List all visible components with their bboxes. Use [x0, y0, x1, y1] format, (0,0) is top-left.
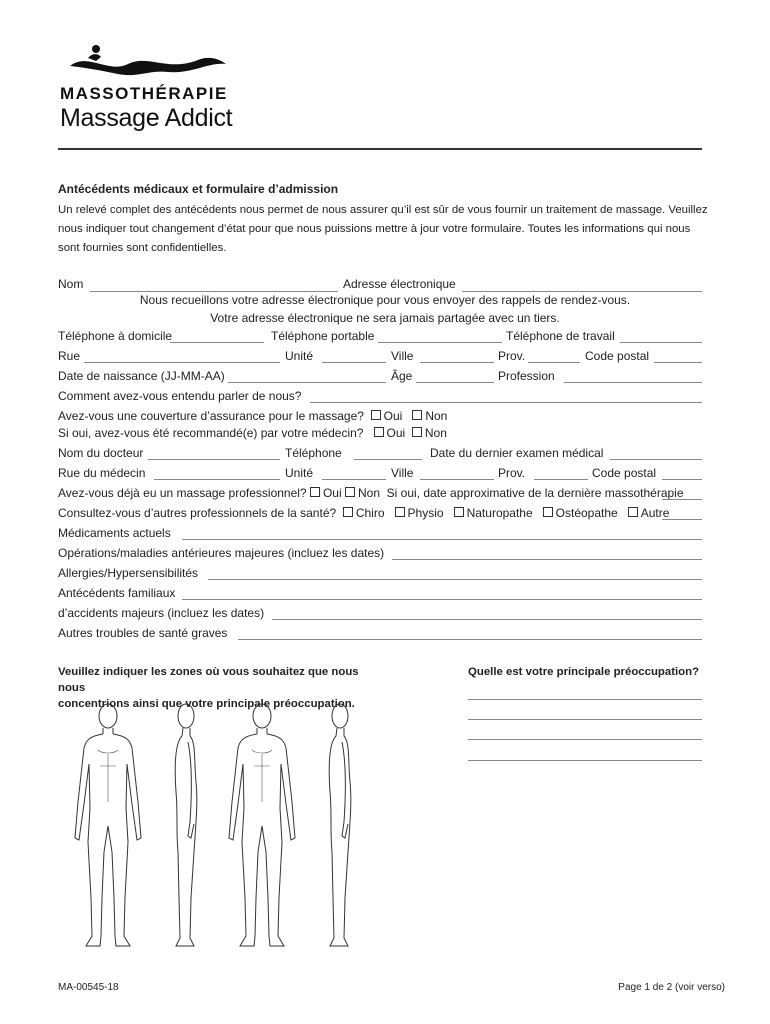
label-chiro: Chiro	[355, 506, 385, 520]
label-recommande: Si oui, avez-vous été recommandé(e) par votre médecin?	[58, 426, 364, 440]
label-examen: Date du dernier examen médical	[430, 446, 604, 460]
consultez-row	[58, 506, 669, 520]
label-profession: Profession	[498, 369, 555, 383]
field-profession[interactable]	[564, 382, 702, 383]
label-familiaux: Antécédents familiaux	[58, 586, 176, 600]
field-unite[interactable]	[322, 362, 386, 363]
field-nom[interactable]	[90, 291, 338, 292]
label-ville-medecin: Ville	[391, 466, 414, 480]
field-tel-domicile[interactable]	[170, 342, 264, 343]
field-operations[interactable]	[392, 559, 702, 560]
label-assurance: Avez-vous une couverture d’assurance pour le massage?	[58, 409, 364, 423]
field-ville[interactable]	[420, 362, 494, 363]
field-prov[interactable]	[528, 362, 580, 363]
field-tel-portable[interactable]	[378, 342, 502, 343]
label-telephone: Téléphone	[285, 446, 342, 460]
field-adresse[interactable]	[462, 291, 702, 292]
label-prov: Prov.	[498, 349, 526, 363]
concern-line-3[interactable]	[468, 739, 702, 740]
label-physio: Physio	[407, 506, 444, 520]
field-si-oui-date[interactable]	[662, 499, 702, 500]
label-nom: Nom	[58, 277, 84, 291]
label-tel-travail: Téléphone de travail	[506, 329, 615, 343]
checkbox-physio[interactable]	[395, 507, 405, 517]
label-age: Âge	[391, 369, 413, 383]
label-code-postal-medecin: Code postal	[592, 466, 657, 480]
header-rule	[58, 148, 702, 150]
field-rue[interactable]	[84, 362, 280, 363]
assurance-row	[58, 409, 447, 423]
field-examen[interactable]	[610, 459, 702, 460]
body-diagram[interactable]	[58, 700, 388, 950]
checkbox-recommande-oui[interactable]	[374, 427, 384, 437]
checkbox-massage-oui[interactable]	[310, 487, 320, 497]
checkbox-autre[interactable]	[628, 507, 638, 517]
field-allergies[interactable]	[208, 579, 702, 580]
concern-line-1[interactable]	[468, 699, 702, 700]
form-title: Antécédents médicaux et formulaire d’admission	[58, 182, 339, 196]
label-prov-medecin: Prov.	[498, 466, 526, 480]
concern-line-4[interactable]	[468, 760, 702, 761]
field-entendu[interactable]	[310, 402, 702, 403]
logo	[58, 44, 238, 134]
checkbox-recommande-non[interactable]	[412, 427, 422, 437]
field-accidents[interactable]	[272, 619, 702, 620]
field-age[interactable]	[416, 382, 494, 383]
email-note-1: Nous recueillons votre adresse électronique pour vous envoyer des rappels de rendez-vous.	[139, 293, 631, 307]
label-docteur: Nom du docteur	[58, 446, 144, 460]
logo-line2: Massage Addict	[60, 104, 233, 132]
field-telephone[interactable]	[354, 459, 422, 460]
field-docteur[interactable]	[148, 459, 280, 460]
logo-line1: MASSOTHÉRAPIE	[60, 84, 228, 103]
label-naturopathe: Naturopathe	[466, 506, 533, 520]
field-ville-medecin[interactable]	[420, 479, 494, 480]
label-code-postal: Code postal	[585, 349, 650, 363]
field-code-postal-medecin[interactable]	[662, 479, 702, 480]
label-entendu: Comment avez-vous entendu parler de nous?	[58, 389, 302, 403]
label-assurance-oui: Oui	[383, 409, 403, 423]
label-consultez: Consultez-vous d’autres professionnels de la santé?	[58, 506, 337, 520]
field-naissance[interactable]	[228, 382, 386, 383]
field-tel-travail[interactable]	[620, 342, 702, 343]
label-ville: Ville	[391, 349, 414, 363]
label-rue-medecin: Rue du médecin	[58, 466, 146, 480]
email-note-2: Votre adresse électronique ne sera jamais partagée avec un tiers.	[210, 311, 560, 325]
zones-title-line1: Veuillez indiquer les zones où vous souhaitez que nous nous	[58, 666, 359, 694]
label-recommande-oui: Oui	[386, 426, 406, 440]
label-unite-medecin: Unité	[285, 466, 314, 480]
checkbox-assurance-oui[interactable]	[371, 410, 381, 420]
concern-line-2[interactable]	[468, 719, 702, 720]
label-autre: Autre	[640, 506, 670, 520]
label-osteopathe: Ostéopathe	[555, 506, 618, 520]
logo-swoosh-icon	[68, 44, 228, 82]
field-unite-medecin[interactable]	[322, 479, 386, 480]
checkbox-assurance-non[interactable]	[412, 410, 422, 420]
footer-page: Page 1 de 2 (voir verso)	[618, 982, 725, 993]
field-medicaments[interactable]	[182, 539, 702, 540]
label-autres-troubles: Autres troubles de santé graves	[58, 626, 228, 640]
label-rue: Rue	[58, 349, 81, 363]
massage-pro-row	[58, 486, 684, 500]
checkbox-massage-non[interactable]	[345, 487, 355, 497]
field-rue-medecin[interactable]	[154, 479, 280, 480]
label-assurance-non: Non	[425, 409, 448, 423]
intro-paragraph: Un relevé complet des antécédents nous permet de nous assurer qu’il est sûr de vous fournir un traitement de massage. Veuillez nous indiquer tout changement d’état pour que nous puissions mettre à jour votre formulaire. Toutes les informations qui nous sont fournies sont confidentielles.	[58, 204, 708, 254]
checkbox-chiro[interactable]	[343, 507, 353, 517]
recommande-row	[58, 426, 447, 440]
label-unite: Unité	[285, 349, 314, 363]
label-si-oui-date: Si oui, date approximative de la dernière massothérapie	[386, 486, 684, 500]
footer-code: MA-00545-18	[58, 982, 119, 993]
field-familiaux[interactable]	[182, 599, 702, 600]
label-allergies: Allergies/Hypersensibilités	[58, 566, 199, 580]
label-operations: Opérations/maladies antérieures majeures (incluez les dates)	[58, 546, 385, 560]
field-autre[interactable]	[662, 519, 702, 520]
concern-title: Quelle est votre principale préoccupation?	[468, 666, 700, 678]
label-accidents: d’accidents majeurs (incluez les dates)	[58, 606, 265, 620]
label-massage-non: Non	[357, 486, 380, 500]
label-recommande-non: Non	[424, 426, 447, 440]
label-medicaments: Médicaments actuels	[58, 526, 171, 540]
field-autres-troubles[interactable]	[238, 639, 702, 640]
label-massage-oui: Oui	[322, 486, 342, 500]
label-tel-portable: Téléphone portable	[271, 329, 375, 343]
label-tel-domicile: Téléphone à domicile	[58, 329, 173, 343]
checkbox-naturopathe[interactable]	[454, 507, 464, 517]
field-prov-medecin[interactable]	[534, 479, 588, 480]
label-massage-pro: Avez-vous déjà eu un massage professionnel?	[58, 486, 307, 500]
zones-title-line2: concentrions ainsi que votre principale préoccupation.	[58, 698, 355, 710]
label-adresse: Adresse électronique	[343, 277, 456, 291]
label-naissance: Date de naissance (JJ-MM-AA)	[58, 369, 225, 383]
field-code-postal[interactable]	[654, 362, 702, 363]
checkbox-osteopathe[interactable]	[543, 507, 553, 517]
